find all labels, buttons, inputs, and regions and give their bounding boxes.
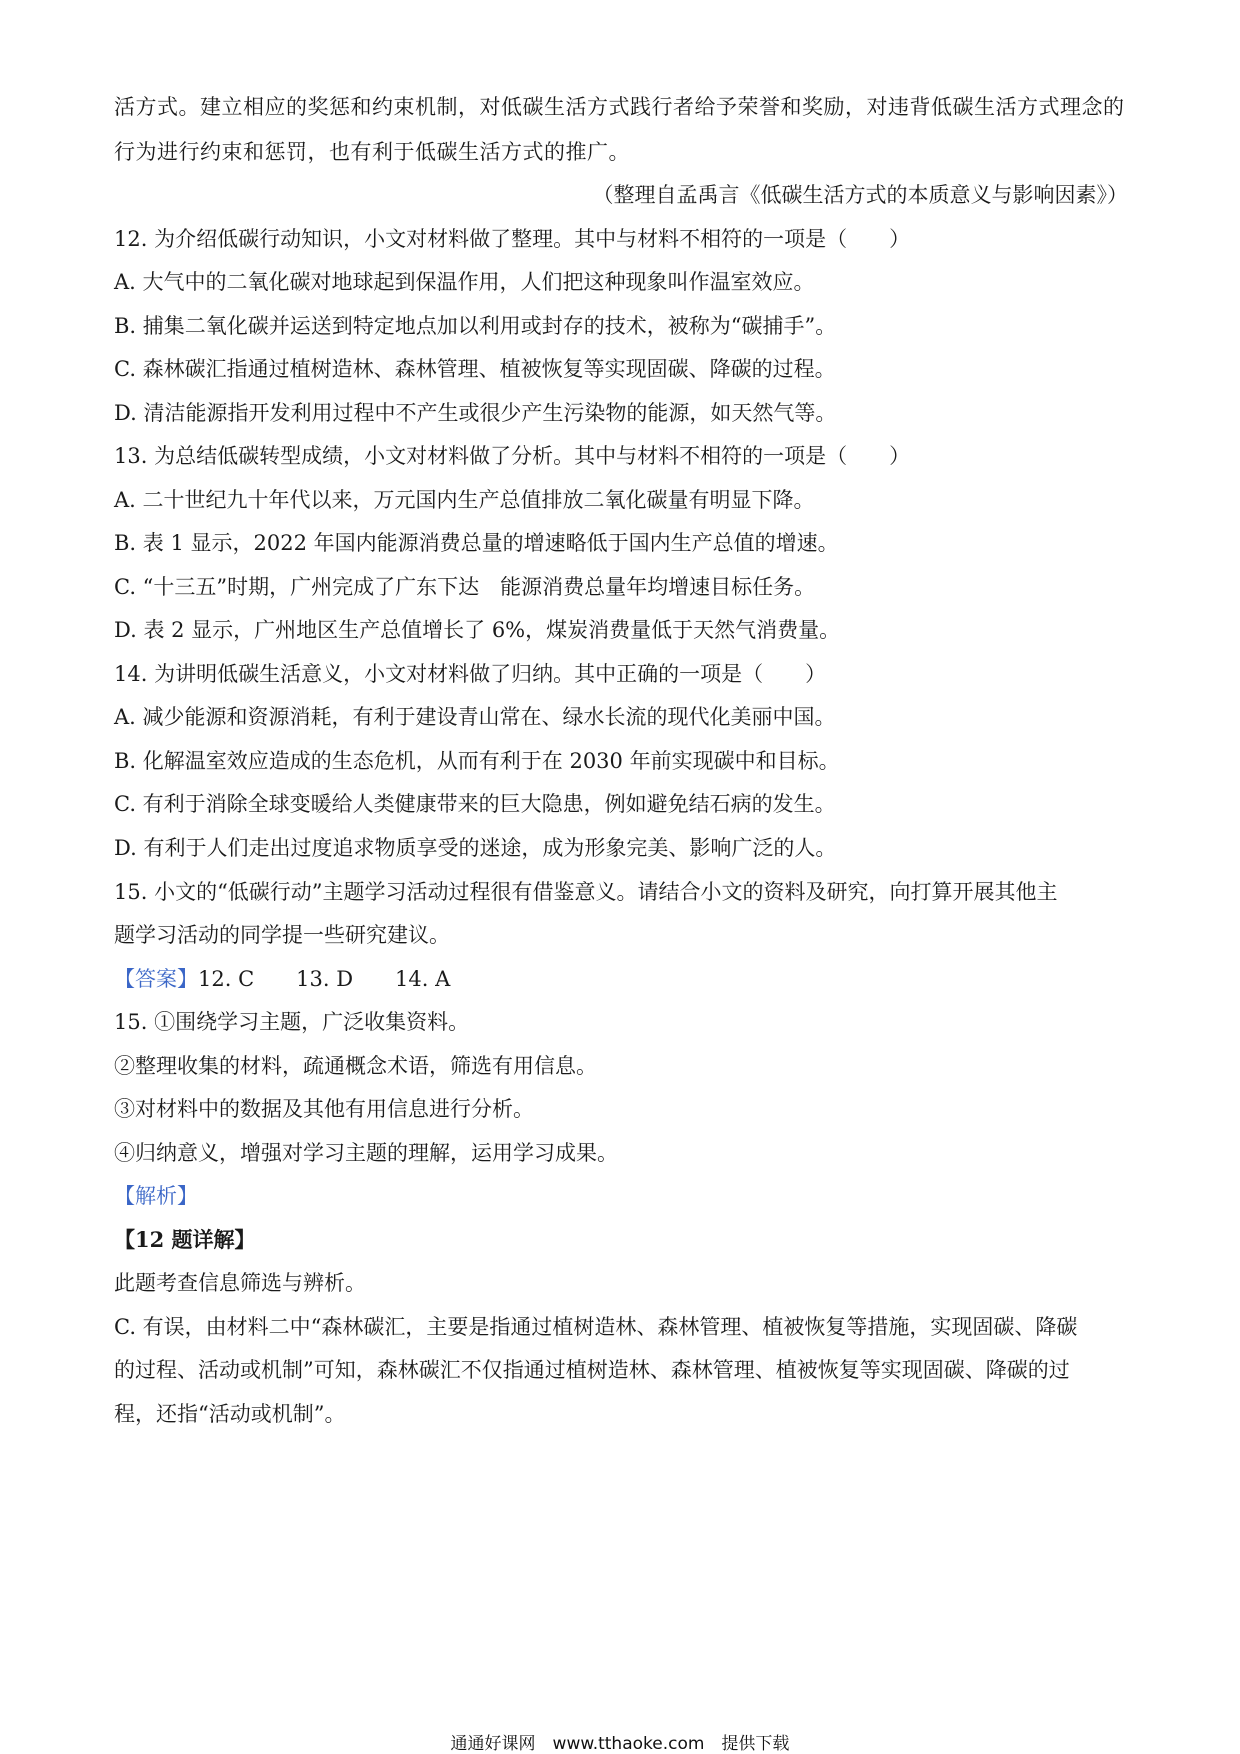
answer-item-1: 15. ①围绕学习主题，广泛收集资料。 xyxy=(114,1010,470,1034)
question-12-option-a: A. 大气中的二氧化碳对地球起到保温作用，人们把这种现象叫作温室效应。 xyxy=(114,270,815,294)
analysis-line-1: 此题考查信息筛选与辨析。 xyxy=(114,1271,366,1295)
material-line-2: 行为进行约束和惩罚，也有利于低碳生活方式的推广。 xyxy=(114,140,630,164)
question-13-option-d: D. 表 2 显示，广州地区生产总值增长了 6%，煤炭消费量低于天然气消费量。 xyxy=(114,618,841,642)
question-14-option-d: D. 有利于人们走出过度追求物质享受的迷途，成为形象完美、影响广泛的人。 xyxy=(114,836,837,860)
question-13-option-b: B. 表 1 显示，2022 年国内能源消费总量的增速略低于国内生产总值的增速。 xyxy=(114,531,839,555)
analysis-label: 【解析】 xyxy=(114,1184,198,1208)
question-12-stem: 12. 为介绍低碳行动知识，小文对材料做了整理。其中与材料不相符的一项是（ ） xyxy=(114,227,911,251)
material-source: （整理自孟禹言《低碳生活方式的本质意义与影响因素》） xyxy=(592,183,1128,207)
analysis-line-2: C. 有误，由材料二中“森林碳汇，主要是指通过植树造林、森林管理、植被恢复等措施，实现固碳、降碳 xyxy=(114,1315,1078,1339)
analysis-line-4: 程，还指“活动或机制”。 xyxy=(114,1402,346,1426)
question-14-option-b: B. 化解温室效应造成的生态危机，从而有利于在 2030 年前实现碳中和目标。 xyxy=(114,749,840,773)
answer-item-3: ③对材料中的数据及其他有用信息进行分析。 xyxy=(114,1097,534,1121)
footer-watermark: 通通好课网 www.tthaoke.com 提供下载 xyxy=(450,1734,790,1754)
material-line-1: 活方式。建立相应的奖惩和约束机制，对低碳生活方式践行者给予荣誉和奖励，对违背低碳生活方式理念的 xyxy=(114,95,1125,119)
question-12-option-b: B. 捕集二氧化碳并运送到特定地点加以利用或封存的技术，被称为“碳捕手”。 xyxy=(114,314,837,338)
answer-item-4: ④归纳意义，增强对学习主题的理解，运用学习成果。 xyxy=(114,1141,618,1165)
answer-row xyxy=(114,964,1134,994)
question-13-option-a: A. 二十世纪九十年代以来，万元国内生产总值排放二氧化碳量有明显下降。 xyxy=(114,488,815,512)
question-15-line-1: 15. 小文的“低碳行动”主题学习活动过程很有借鉴意义。请结合小文的资料及研究，向打算开展其他主 xyxy=(114,880,1058,904)
question-15-line-2: 题学习活动的同学提一些研究建议。 xyxy=(114,923,450,947)
answer-item-2: ②整理收集的材料，疏通概念术语，筛选有用信息。 xyxy=(114,1054,597,1078)
question-13-option-c: C. “十三五”时期，广州完成了广东下达 能源消费总量年均增速目标任务。 xyxy=(114,575,816,599)
analysis-subheading: 【12 题详解】 xyxy=(114,1227,256,1252)
question-14-stem: 14. 为讲明低碳生活意义，小文对材料做了归纳。其中正确的一项是（ ） xyxy=(114,662,827,686)
question-13-stem: 13. 为总结低碳转型成绩，小文对材料做了分析。其中与材料不相符的一项是（ ） xyxy=(114,444,911,468)
question-12-option-d: D. 清洁能源指开发利用过程中不产生或很少产生污染物的能源，如天然气等。 xyxy=(114,401,837,425)
question-14-option-a: A. 减少能源和资源消耗，有利于建设青山常在、绿水长流的现代化美丽中国。 xyxy=(114,705,836,729)
question-14-option-c: C. 有利于消除全球变暖给人类健康带来的巨大隐患，例如避免结石病的发生。 xyxy=(114,792,836,816)
question-12-option-c: C. 森林碳汇指通过植树造林、森林管理、植被恢复等实现固碳、降碳的过程。 xyxy=(114,357,836,381)
analysis-line-3: 的过程、活动或机制”可知，森林碳汇不仅指通过植树造林、森林管理、植被恢复等实现固碳、降碳的过 xyxy=(114,1358,1070,1382)
answer-label: 【答案】 xyxy=(114,967,198,991)
answer-text: 12. C 13. D 14. A xyxy=(198,967,451,991)
